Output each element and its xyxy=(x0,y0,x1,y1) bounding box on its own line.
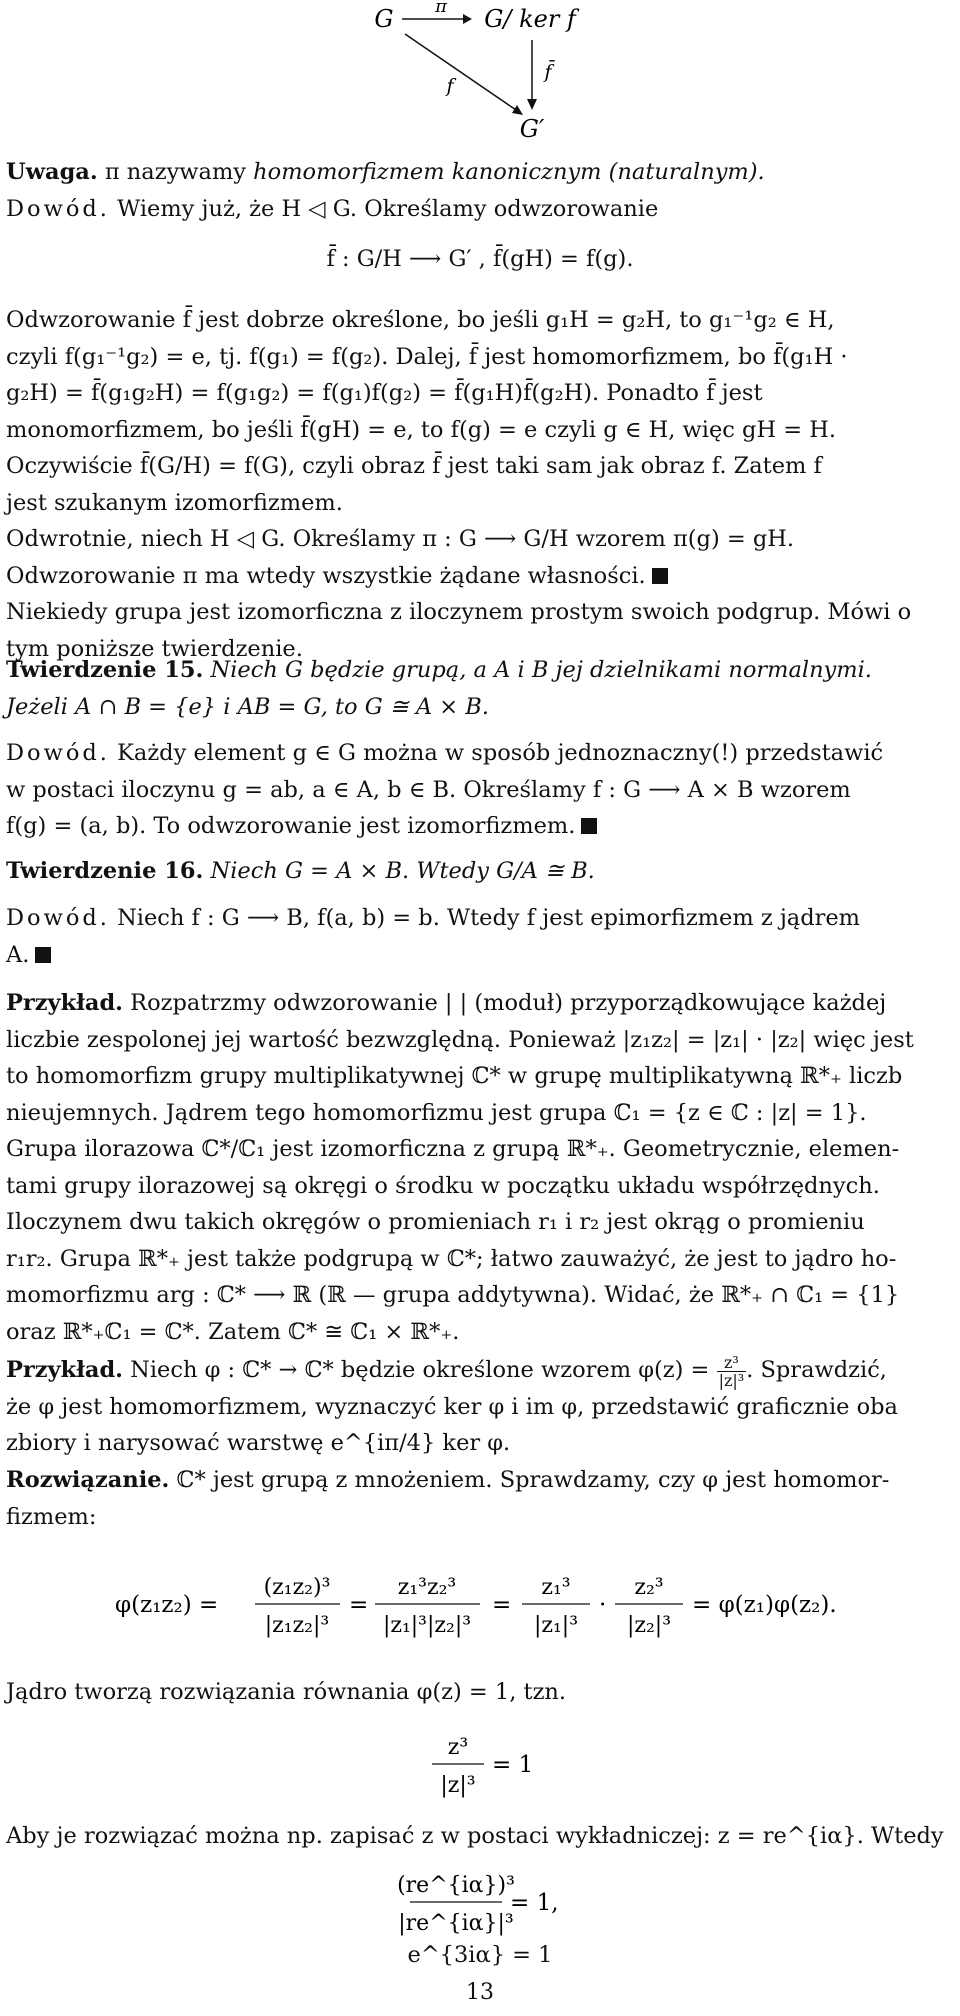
eq-f3-num: z₁³ xyxy=(541,1575,571,1600)
diagram-label-f: f xyxy=(446,75,454,97)
example-1-line: Rozpatrzmy odwzorowanie | | (moduł) przyporządkowujące każdej xyxy=(123,990,887,1016)
diagram-node-gprime: G′ xyxy=(519,115,545,143)
example-1-line: Grupa ilorazowa ℂ*/ℂ₁ jest izomorficzna z grupą ℝ*₊. Geometrycznie, elemen- xyxy=(6,1136,900,1162)
theorem-15 xyxy=(6,652,954,725)
solution-line-2: fizmem: xyxy=(6,1503,97,1530)
eq-f2-num: z₁³z₂³ xyxy=(397,1575,457,1600)
svg-text:=: = xyxy=(492,1592,512,1618)
proof-15-line-3: f(g) = (a, b). To odwzorowanie jest izomorfizmem. xyxy=(6,813,576,839)
example-1-line: to homomorfizm grupy multiplikatywnej ℂ* w grupę multiplikatywną ℝ*₊ liczb xyxy=(6,1063,903,1089)
example-2-text: Niech φ : ℂ* → ℂ* będzie określone wzorem φ(z) = xyxy=(123,1357,717,1383)
proof-line: tym poniższe twierdzenie. xyxy=(6,635,303,662)
remark-block xyxy=(6,154,954,227)
equation-kernel xyxy=(0,1720,960,1800)
example-2-text-end: . Sprawdzić, xyxy=(746,1357,887,1383)
eq-f3-den: |z₁|³ xyxy=(533,1613,579,1638)
example-1-line: tami grupy ilorazowej są okręgi o środku w początku układu współrzędnych. xyxy=(6,1172,880,1199)
exponential-line-text: Aby je rozwiązać można np. zapisać z w postaci wykładniczej: z = re^{iα}. Wtedy xyxy=(6,1823,944,1849)
svg-text:·: · xyxy=(599,1592,607,1618)
example-2 xyxy=(6,1352,954,1462)
proof-line: g₂H) = f̄(g₁g₂H) = f(g₁g₂) = f(g₁)f(g₂) = f̄(g₁H)f̄(g₂H). Ponadto f̄ jest xyxy=(6,380,763,406)
example-1-line: oraz ℝ*₊ℂ₁ = ℂ*. Zatem ℂ* ≅ ℂ₁ × ℝ*₊. xyxy=(6,1318,460,1345)
eq-lhs: φ(z₁z₂) = xyxy=(115,1592,219,1618)
remark-emphasis: homomorfizmem kanonicznym (naturalnym). xyxy=(253,159,765,185)
kernel-line xyxy=(6,1674,954,1711)
fraction-numerator: z³ xyxy=(717,1354,747,1372)
eq-rhs: = φ(z₁)φ(z₂). xyxy=(692,1592,837,1618)
eq3-rhs: = 1 xyxy=(492,1752,534,1778)
proof-15-line-2: w postaci iloczynu g = ab, a ∈ A, b ∈ B. Określamy f : G ⟶ A × B wzorem xyxy=(6,776,851,803)
example-2-line-3: zbiory i narysować warstwę e^{iπ/4} ker φ. xyxy=(6,1430,511,1456)
diagram-node-g: G xyxy=(374,5,394,33)
fraction-denominator: |z|³ xyxy=(718,1370,745,1390)
theorem-16-text: Niech G = A × B. Wtedy G/A ≅ B. xyxy=(203,858,595,884)
solution xyxy=(6,1462,954,1535)
proof-paragraph xyxy=(6,302,954,667)
eq3-num: z³ xyxy=(447,1735,469,1760)
proof-15-label: Dowód. xyxy=(6,740,110,766)
remark-text: π nazywamy xyxy=(97,159,254,185)
theorem-16-label: Twierdzenie 16. xyxy=(6,858,204,884)
diagram-label-pi: π xyxy=(435,0,447,17)
proof-16-label: Dowód. xyxy=(6,905,110,931)
eq-f1-num: (z₁z₂)³ xyxy=(263,1575,331,1600)
example-1-line: r₁r₂. Grupa ℝ*₊ jest także podgrupą w ℂ*; łatwo zauważyć, że jest to jądro ho- xyxy=(6,1245,897,1272)
eq-f4-den: |z₂|³ xyxy=(626,1613,672,1638)
eq-f2-den: |z₁|³|z₂|³ xyxy=(382,1613,472,1638)
proof-line: Odwrotnie, niech H ◁ G. Określamy π : G ⟶ G/H wzorem π(g) = gH. xyxy=(6,526,795,552)
remark-line-2: Wiemy już, że H ◁ G. Określamy odwzorowanie xyxy=(109,195,659,222)
proof-16-line-1: Niech f : G ⟶ B, f(a, b) = b. Wtedy f jest epimorfizmem z jądrem xyxy=(109,905,861,931)
eq4-rhs: = 1, xyxy=(510,1890,559,1916)
diagram-label-fbar: f̄ xyxy=(544,61,552,83)
proof-line: Niekiedy grupa jest izomorficzna z iloczynem prostym swoich podgrup. Mówi o xyxy=(6,599,912,625)
example-1-line: Iloczynem dwu takich okręgów o promieniach r₁ i r₂ jest okrąg o promieniu xyxy=(6,1209,865,1235)
remark-label: Uwaga. xyxy=(6,159,98,185)
theorem-15-label: Twierdzenie 15. xyxy=(6,657,204,683)
eq-f1-den: |z₁z₂|³ xyxy=(264,1613,330,1638)
diagram-arrowhead-top xyxy=(463,14,472,24)
solution-label: Rozwiązanie. xyxy=(6,1467,170,1493)
theorem-15-text-2: Jeżeli A ∩ B = {e} i AB = G, to G ≅ A × B. xyxy=(6,693,489,720)
example-1-label: Przykład. xyxy=(6,990,124,1016)
eq4-num: (re^{iα})³ xyxy=(397,1873,515,1898)
proof-15 xyxy=(6,735,954,845)
equation-fbar-definition: f̄ : G/H ⟶ G′ , f̄(gH) = f(g). xyxy=(326,246,634,272)
eq4-den: |re^{iα}|³ xyxy=(398,1911,514,1936)
proof-line: jest szukanym izomorfizmem. xyxy=(6,489,343,516)
proof-line: czyli f(g₁⁻¹g₂) = e, tj. f(g₁) = f(g₂). Dalej, f̄ jest homomorfizmem, bo f̄(g₁H · xyxy=(6,343,848,370)
proof-line: Odwzorowanie f̄ jest dobrze określone, bo jeśli g₁H = g₂H, to g₁⁻¹g₂ ∈ H, xyxy=(6,307,835,333)
proof-line: monomorfizmem, bo jeśli f̄(gH) = e, to f(g) = e czyli g ∈ H, więc gH = H. xyxy=(6,416,837,443)
example-1-line: nieujemnych. Jądrem tego homomorfizmu jest grupa ℂ₁ = {z ∈ ℂ : |z| = 1}. xyxy=(6,1099,867,1126)
solution-line-1: ℂ* jest grupą z mnożeniem. Sprawdzamy, czy φ jest homomor- xyxy=(169,1467,890,1493)
page-number: 13 xyxy=(466,1980,494,2005)
proof-16-line-2: A. xyxy=(6,941,30,968)
qed-square-icon xyxy=(652,568,668,584)
proof-16 xyxy=(6,900,954,973)
svg-text:=: = xyxy=(349,1592,369,1618)
proof-line: Oczywiście f̄(G/H) = f(G), czyli obraz f̄ jest taki sam jak obraz f. Zatem f xyxy=(6,453,822,479)
equation-e3ialpha: e^{3iα} = 1 xyxy=(407,1942,553,1968)
qed-square-icon xyxy=(35,947,51,963)
example-1-line: momorfizmu arg : ℂ* ⟶ ℝ (ℝ — grupa addytywna). Widać, że ℝ*₊ ∩ ℂ₁ = {1} xyxy=(6,1282,900,1308)
example-2-label: Przykład. xyxy=(6,1357,124,1383)
diagram-node-quotient: G/ ker f xyxy=(484,5,576,33)
equation-exponential xyxy=(0,1856,960,1936)
diagram-arrow-diagonal xyxy=(405,34,519,112)
kernel-line-text: Jądro tworzą rozwiązania równania φ(z) = 1, tzn. xyxy=(6,1679,567,1705)
commutative-diagram xyxy=(0,0,960,150)
eq3-den: |z|³ xyxy=(440,1773,476,1798)
exponential-line xyxy=(6,1818,954,1855)
proof-line: Odwzorowanie π ma wtedy wszystkie żądane własności. xyxy=(6,562,646,589)
equation-homomorphism xyxy=(0,1564,960,1644)
diagram-arrowhead-diagonal xyxy=(512,105,523,115)
qed-square-icon xyxy=(581,818,597,834)
diagram-arrowhead-vertical xyxy=(527,99,537,110)
example-2-line-2: że φ jest homomorfizmem, wyznaczyć ker φ i im φ, przedstawić graficznie oba xyxy=(6,1393,898,1420)
example-2-fraction xyxy=(717,1354,747,1389)
proof-15-line-1: Każdy element g ∈ G można w sposób jednoznaczny(!) przedstawić xyxy=(109,740,884,766)
theorem-16 xyxy=(6,853,954,890)
example-1 xyxy=(6,985,954,1350)
theorem-15-text: Niech G będzie grupą, a A i B jej dzielnikami normalnymi. xyxy=(203,657,872,683)
eq-f4-num: z₂³ xyxy=(634,1575,664,1600)
example-1-line: liczbie zespolonej jej wartość bezwzględną. Ponieważ |z₁z₂| = |z₁| · |z₂| więc jest xyxy=(6,1026,914,1053)
proof-label: Dowód. xyxy=(6,195,110,222)
